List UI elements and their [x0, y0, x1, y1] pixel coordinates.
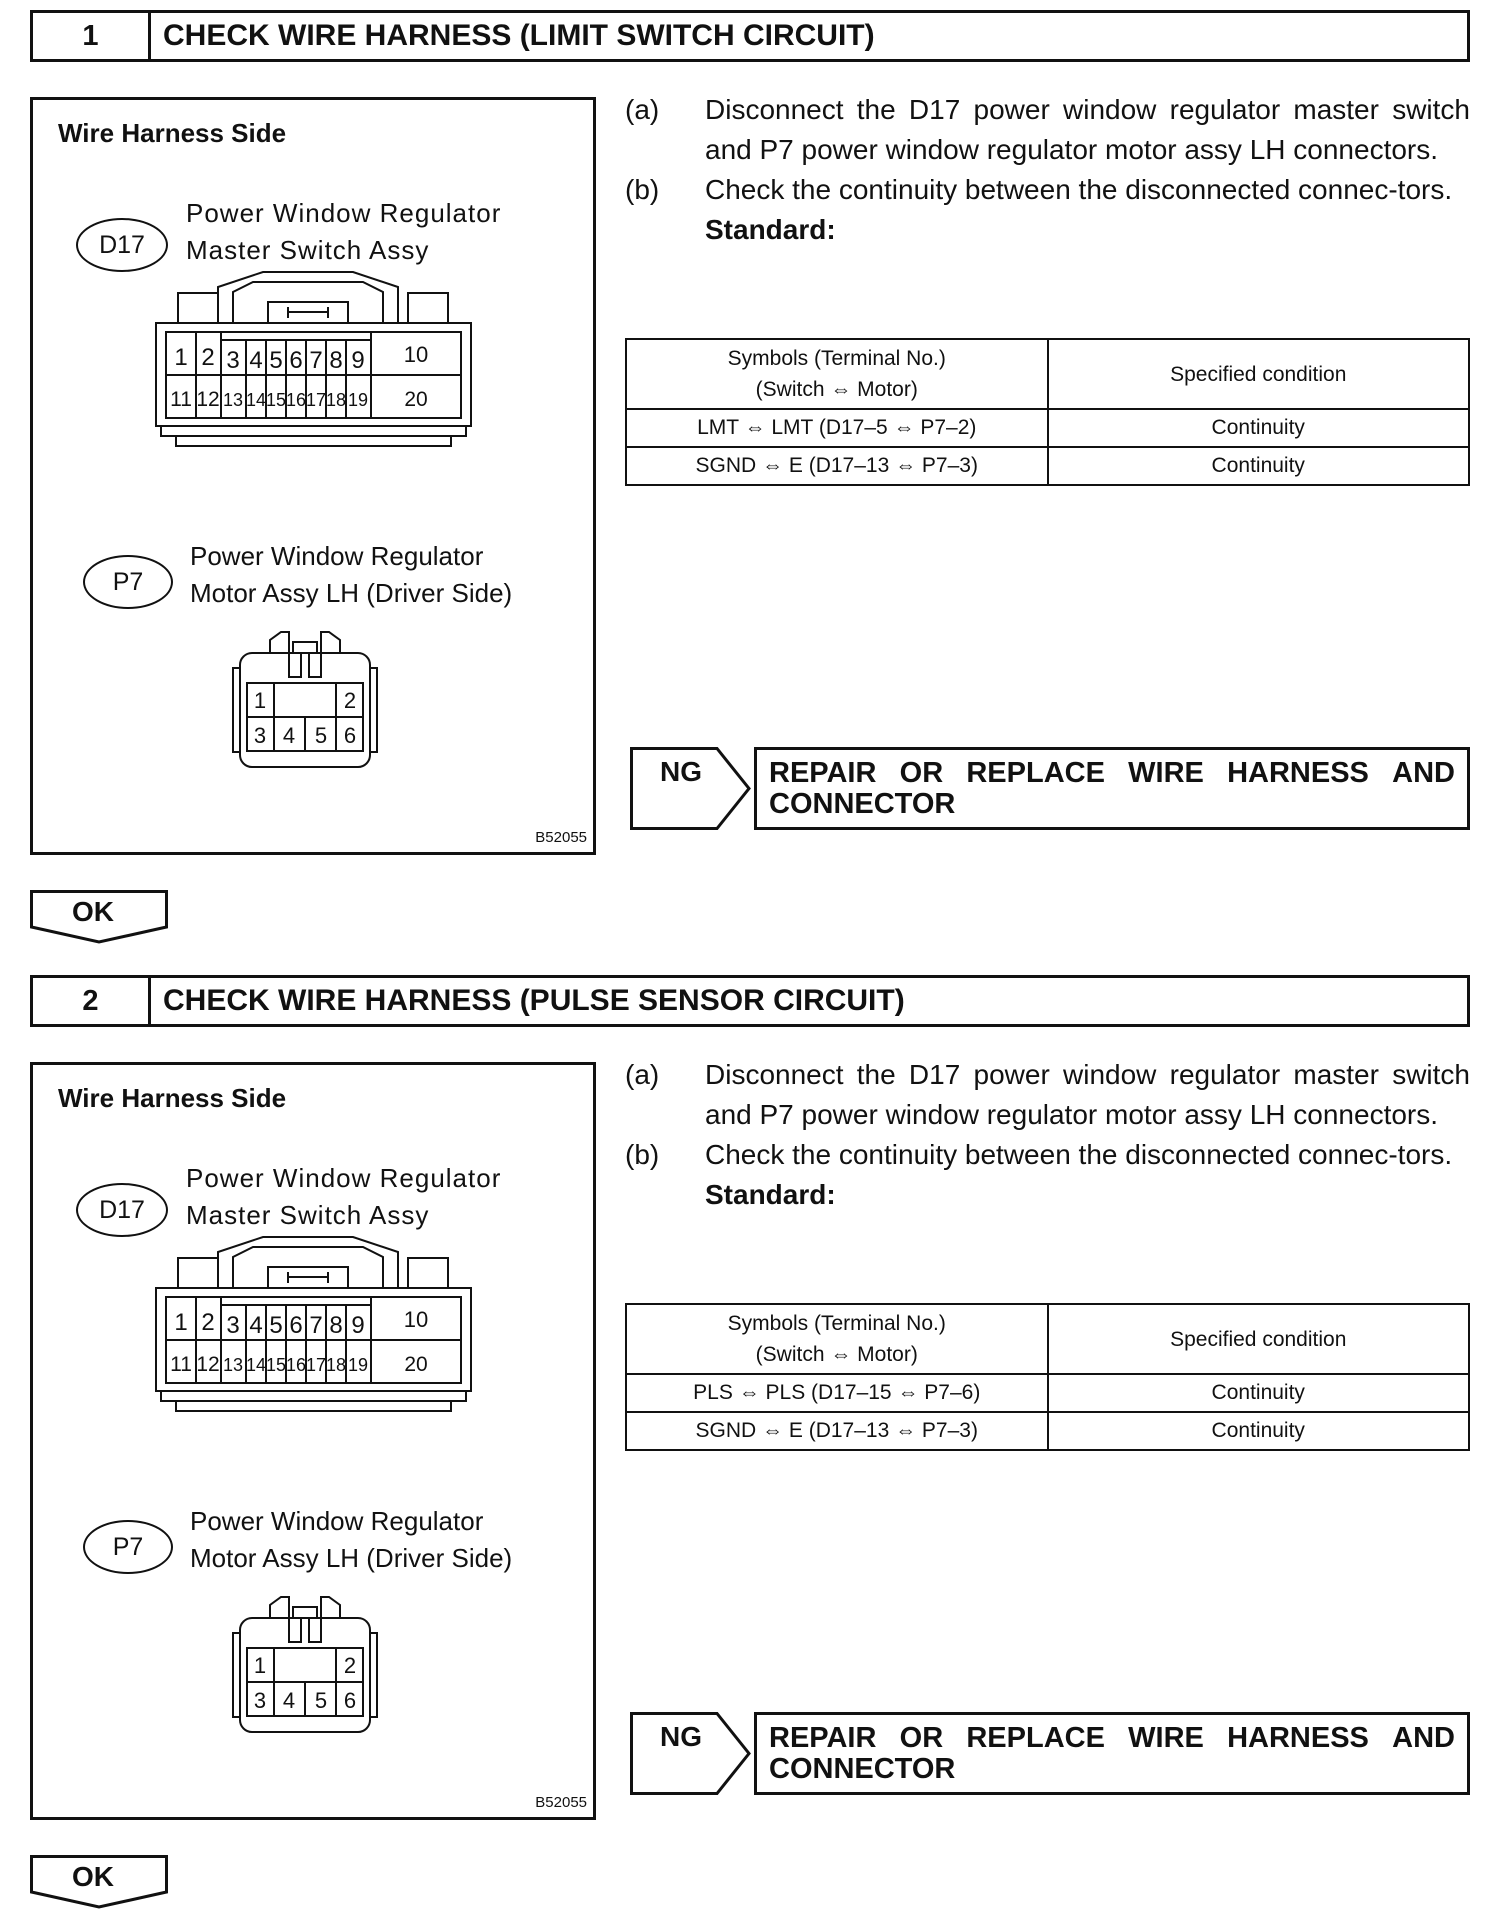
- d17-pin: 13: [222, 1355, 244, 1375]
- connector-figure: [30, 97, 596, 855]
- ng-action-word: OR: [899, 1722, 944, 1754]
- symbols-cell: LMT ⇔ LMT (D17–5 ⇔ P7–2): [626, 409, 1048, 447]
- condition-cell: Continuity: [1048, 447, 1470, 485]
- table-header-row: [626, 339, 1469, 409]
- d17-pin: 7: [309, 347, 323, 374]
- d17-pin: 20: [404, 388, 428, 411]
- p7-name-line1: Power Window Regulator: [190, 1506, 484, 1536]
- step-title: CHECK WIRE HARNESS (LIMIT SWITCH CIRCUIT): [163, 19, 875, 52]
- figure-side-label: Wire Harness Side: [58, 1083, 287, 1113]
- step-number: 1: [33, 13, 151, 59]
- step-letter: (b): [625, 174, 660, 205]
- standard-label: Standard:: [705, 214, 836, 245]
- d17-pin: 6: [289, 347, 303, 374]
- connector-drawings: [33, 1065, 599, 1823]
- p7-pin: 1: [253, 688, 267, 713]
- d17-pin: 16: [285, 390, 307, 410]
- d17-name-line1: Power Window Regulator: [186, 198, 502, 228]
- d17-pin: 2: [201, 344, 215, 371]
- p7-name-line1: Power Window Regulator: [190, 541, 484, 571]
- d17-pin: 8: [329, 1312, 343, 1339]
- ng-action-word: OR: [899, 757, 944, 789]
- d17-pin: 8: [329, 347, 343, 374]
- ng-action-word: AND: [1392, 1722, 1455, 1754]
- ng-action-word: HARNESS: [1227, 1722, 1369, 1754]
- p7-pin: 1: [253, 1653, 267, 1678]
- ng-result-tag: [630, 747, 752, 830]
- ng-label: NG: [660, 756, 702, 787]
- d17-pin: 5: [269, 1312, 283, 1339]
- d17-pin: 15: [265, 390, 287, 410]
- d17-pin: 4: [249, 347, 263, 374]
- ng-action-line1: [769, 1723, 1455, 1754]
- figure-side-label: Wire Harness Side: [58, 118, 287, 148]
- p7-pin: 4: [282, 723, 296, 748]
- step-a: [625, 1055, 1470, 1135]
- condition-cell: Continuity: [1048, 1412, 1470, 1450]
- d17-pin: 13: [222, 390, 244, 410]
- symbols-cell: SGND ⇔ E (D17–13 ⇔ P7–3): [626, 447, 1048, 485]
- ng-action-word: REPAIR: [769, 757, 877, 789]
- step-letter: (b): [625, 1139, 660, 1170]
- d17-pin: 19: [347, 1355, 369, 1375]
- figure-code: B52055: [535, 829, 587, 846]
- d17-pin: 17: [305, 390, 327, 410]
- d17-name-line2: Master Switch Assy: [186, 235, 430, 265]
- d17-pin: 11: [170, 388, 192, 411]
- step-text: Check the continuity between the disconnected connec-tors.: [705, 174, 1453, 205]
- ng-result-tag: [630, 1712, 752, 1795]
- step-letter: (a): [625, 1059, 660, 1090]
- d17-name-line2: Master Switch Assy: [186, 1200, 430, 1230]
- d17-connector-id: D17: [76, 218, 168, 272]
- p7-pin: 3: [253, 1688, 267, 1713]
- table-row: [626, 409, 1469, 447]
- p7-name-line2: Motor Assy LH (Driver Side): [190, 578, 513, 608]
- d17-pin: 9: [351, 347, 365, 374]
- symbols-header-line1: Symbols (Terminal No.): [727, 347, 946, 370]
- step-number: 2: [33, 978, 151, 1024]
- symbols-cell: SGND ⇔ E (D17–13 ⇔ P7–3): [626, 1412, 1048, 1450]
- d17-pin: 17: [305, 1355, 327, 1375]
- d17-pin: 6: [289, 1312, 303, 1339]
- d17-pin: 19: [347, 390, 369, 410]
- p7-pin: 6: [343, 723, 357, 748]
- ng-action-line2: CONNECTOR: [769, 788, 956, 820]
- p7-pin: 5: [314, 1688, 328, 1713]
- d17-pin: 14: [245, 1355, 267, 1375]
- condition-header: Specified condition: [1048, 339, 1470, 409]
- symbols-header-line2: (Switch ⇔ Motor): [755, 1343, 918, 1366]
- step-header: [30, 10, 1470, 62]
- table-row: [626, 1412, 1469, 1450]
- step-title: CHECK WIRE HARNESS (PULSE SENSOR CIRCUIT): [163, 984, 905, 1017]
- condition-cell: Continuity: [1048, 1374, 1470, 1412]
- d17-pin: 18: [325, 1355, 347, 1375]
- p7-pin: 3: [253, 723, 267, 748]
- d17-connector-id: D17: [76, 1183, 168, 1237]
- p7-connector-id: P7: [83, 555, 173, 609]
- ng-action-word: HARNESS: [1227, 757, 1369, 789]
- connector-drawings: [33, 100, 599, 858]
- step-b: [625, 170, 1470, 210]
- symbols-header: [626, 1304, 1048, 1374]
- step-a: [625, 90, 1470, 170]
- table-row: [626, 447, 1469, 485]
- p7-connector-name: [190, 1503, 512, 1577]
- p7-connector-id: P7: [83, 1520, 173, 1574]
- p7-pin: 6: [343, 1688, 357, 1713]
- standard-table: [625, 338, 1470, 486]
- ng-action-line1: [769, 758, 1455, 789]
- instruction-steps: [625, 1055, 1470, 1215]
- ng-action-word: WIRE: [1128, 1722, 1204, 1754]
- ok-result-tag: [30, 1855, 168, 1907]
- step-header: [30, 975, 1470, 1027]
- d17-pin-labels: [170, 342, 428, 411]
- condition-cell: Continuity: [1048, 409, 1470, 447]
- step-b: [625, 1135, 1470, 1175]
- p7-pin: 5: [314, 723, 328, 748]
- ng-action-line2: CONNECTOR: [769, 1753, 956, 1785]
- d17-pin: 16: [285, 1355, 307, 1375]
- symbols-header-line2: (Switch ⇔ Motor): [755, 378, 918, 401]
- ng-action-word: REPLACE: [966, 757, 1105, 789]
- table-header-row: [626, 1304, 1469, 1374]
- d17-pin: 12: [196, 1353, 220, 1376]
- step-letter: (a): [625, 94, 660, 125]
- d17-pin: 7: [309, 1312, 323, 1339]
- p7-connector-name: [190, 538, 512, 612]
- ng-action-box: [754, 1712, 1470, 1795]
- p7-pin: 2: [343, 688, 357, 713]
- ng-label: NG: [660, 1721, 702, 1752]
- standard-label: Standard:: [705, 1179, 836, 1210]
- d17-name-line1: Power Window Regulator: [186, 1163, 502, 1193]
- ng-action-box: [754, 747, 1470, 830]
- d17-pin: 11: [170, 1353, 192, 1376]
- ng-action-word: REPLACE: [966, 1722, 1105, 1754]
- symbols-header: [626, 339, 1048, 409]
- d17-pin: 10: [403, 342, 429, 367]
- section-2: [0, 965, 1504, 1930]
- d17-pin: 3: [226, 347, 240, 374]
- table-row: [626, 1374, 1469, 1412]
- d17-pin-labels: [170, 1307, 428, 1376]
- p7-pin: 2: [343, 1653, 357, 1678]
- d17-pin: 15: [265, 1355, 287, 1375]
- step-text: Disconnect the D17 power window regulator master switch and P7 power window regulator motor assy LH connectors.: [705, 94, 1470, 165]
- d17-pin: 12: [196, 388, 220, 411]
- step-text: Check the continuity between the disconnected connec-tors.: [705, 1139, 1453, 1170]
- symbols-cell: PLS ⇔ PLS (D17–15 ⇔ P7–6): [626, 1374, 1048, 1412]
- d17-pin: 3: [226, 1312, 240, 1339]
- symbols-header-line1: Symbols (Terminal No.): [727, 1312, 946, 1335]
- standard-table: [625, 1303, 1470, 1451]
- d17-pin: 10: [403, 1307, 429, 1332]
- d17-pin: 9: [351, 1312, 365, 1339]
- d17-pin: 1: [174, 344, 188, 371]
- ok-label: OK: [72, 1861, 114, 1892]
- ng-action-word: WIRE: [1128, 757, 1204, 789]
- d17-pin: 20: [404, 1353, 428, 1376]
- d17-pin: 5: [269, 347, 283, 374]
- d17-pin: 4: [249, 1312, 263, 1339]
- d17-pin: 14: [245, 390, 267, 410]
- d17-pin: 2: [201, 1309, 215, 1336]
- instruction-steps: [625, 90, 1470, 250]
- ok-result-tag: [30, 890, 168, 942]
- ok-label: OK: [72, 896, 114, 927]
- figure-code: B52055: [535, 1794, 587, 1811]
- d17-pin: 1: [174, 1309, 188, 1336]
- d17-pin: 18: [325, 390, 347, 410]
- ng-action-word: REPAIR: [769, 1722, 877, 1754]
- ng-action-word: AND: [1392, 757, 1455, 789]
- condition-header: Specified condition: [1048, 1304, 1470, 1374]
- connector-figure: [30, 1062, 596, 1820]
- p7-pin: 4: [282, 1688, 296, 1713]
- p7-name-line2: Motor Assy LH (Driver Side): [190, 1543, 513, 1573]
- step-text: Disconnect the D17 power window regulator master switch and P7 power window regulator motor assy LH connectors.: [705, 1059, 1470, 1130]
